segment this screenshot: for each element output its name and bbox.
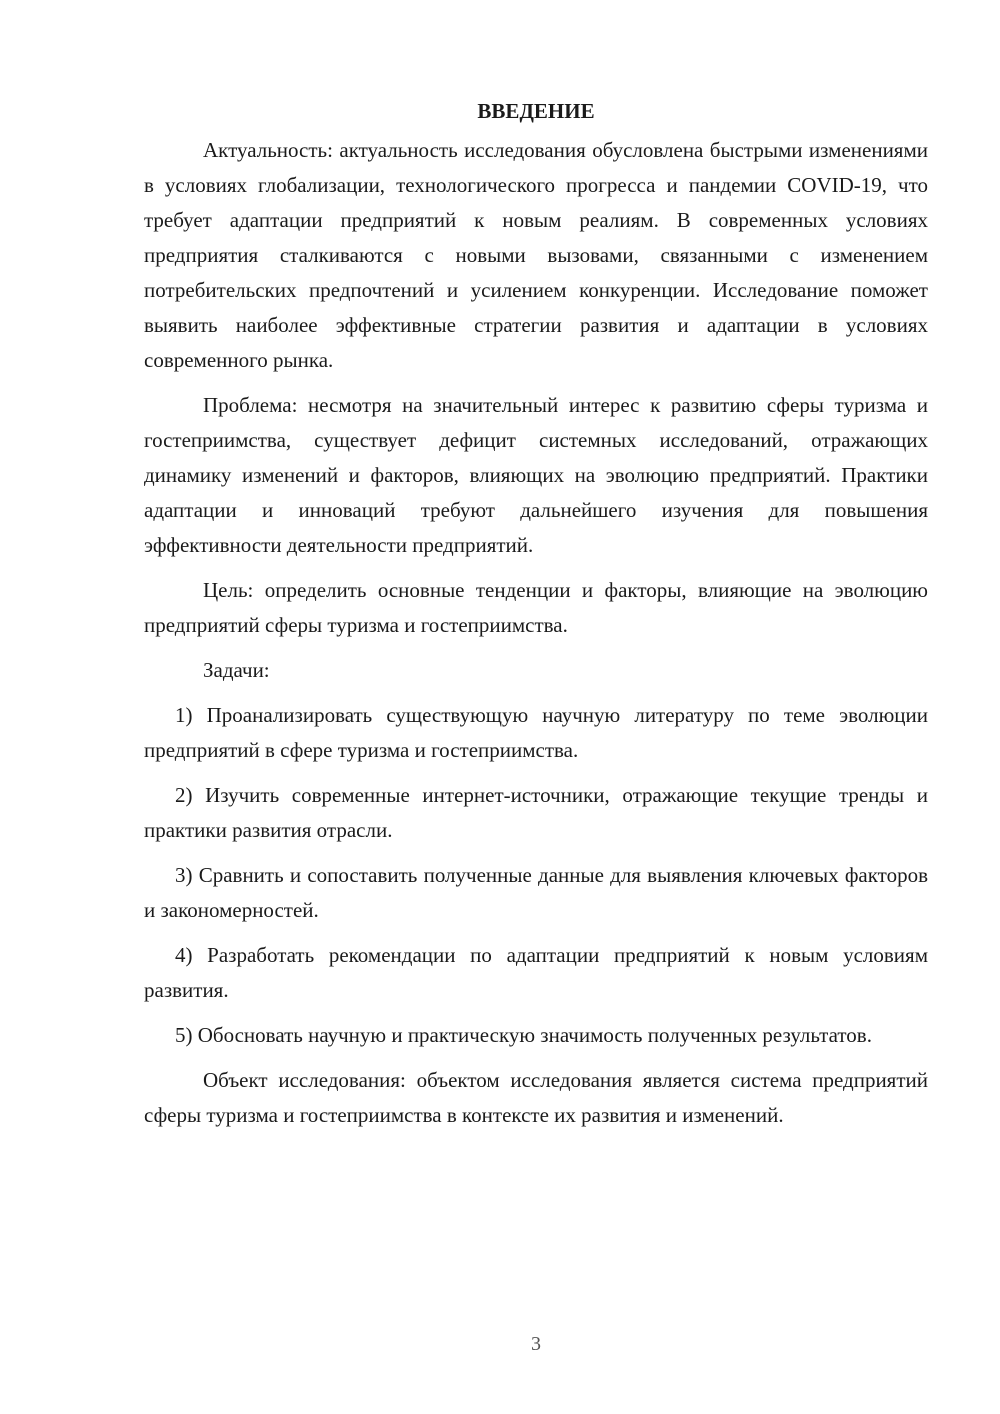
paragraph-problem: Проблема: несмотря на значительный интерес к развитию сферы туризма и гостеприимства, существует дефицит системных исследований, отражающих динамику изменений и факторов, влияющих на эволюцию предприятий. Практики адаптации и инноваций требуют дальнейшего изучения для повышения эффективности деятельности предприятий. — [144, 393, 928, 557]
paragraph-relevance: Актуальность: актуальность исследования обусловлена быстрыми изменениями в условиях глобализации, технологического прогресса и пандемии COVID-19, что требует адаптации предприятий к новым реалиям. В современных условиях предприятия сталкиваются с новыми вызовами, связанными с изменением потребительских предпочтений и усилением конкуренции. Исследование поможет выявить наиболее эффективные стратегии развития и адаптации в условиях современного рынка. — [144, 138, 928, 372]
paragraph-goal: Цель: определить основные тенденции и факторы, влияющие на эволюцию предприятий сферы туризма и гостеприимства. — [144, 578, 928, 637]
task-item-1: 1) Проанализировать существующую научную литературу по теме эволюции предприятий в сфере туризма и гостеприимства. — [144, 703, 928, 762]
page-number: 3 — [531, 1333, 541, 1355]
task-item-4: 4) Разработать рекомендации по адаптации предприятий к новым условиям развития. — [144, 943, 928, 1002]
section-heading: ВВЕДЕНИЕ — [477, 99, 595, 123]
page-content — [144, 94, 928, 1143]
task-item-5: 5) Обосновать научную и практическую значимость полученных результатов. — [175, 1023, 872, 1047]
task-item-2: 2) Изучить современные интернет-источники, отражающие текущие тренды и практики развития отрасли. — [144, 783, 928, 842]
paragraph-object: Объект исследования: объектом исследования является система предприятий сферы туризма и гостеприимства в контексте их развития и изменений. — [144, 1068, 928, 1127]
task-item-3: 3) Сравнить и сопоставить полученные данные для выявления ключевых факторов и закономерностей. — [144, 863, 928, 922]
paragraph-tasks-label: Задачи: — [203, 658, 270, 682]
